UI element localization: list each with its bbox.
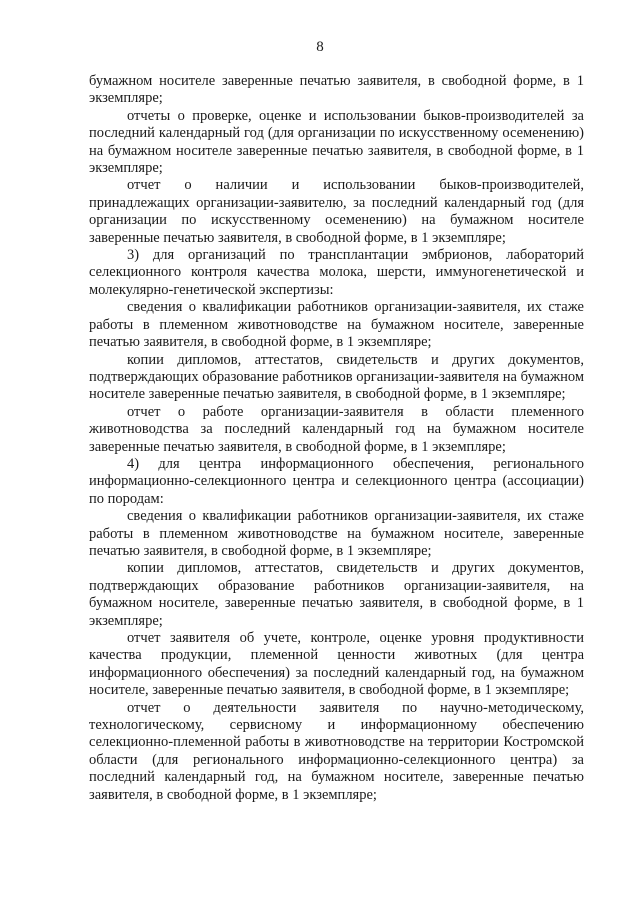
paragraph: копии дипломов, аттестатов, свидетельств и других документов, подтверждающих образование работников организации-заявителя, на бумажном носителе, заверенные печатью заявителя, в свободной форме, в 1 экземпляре;: [89, 560, 584, 629]
paragraph: отчет о работе организации-заявителя в области племенного животноводства за последний календарный год на бумажном носителе заверенные печатью заявителя, в свободной форме, в 1 экземпляре;: [89, 403, 584, 455]
paragraph: отчеты о проверке, оценке и использовании быков-производителей за последний календарный год (для организации по искусственному осеменению) на бумажном носителе заверенные печатью заявителя, в свободной форме, в 1 экземпляре;: [89, 107, 584, 177]
paragraph: отчет заявителя об учете, контроле, оценке уровня продуктивности качества продукции, племенной ценности животных (для центра информационного обеспечения) за последний календарный год, на бумажном носителе, заверенные печатью заявителя, в свободной форме, в 1 экземпляре;: [89, 630, 584, 699]
paragraph: отчет о наличии и использовании быков-производителей, принадлежащих организации-заявителю, за последний календарный год (для организации по искусственному осеменению) на бумажном носителе заверенные печатью заявителя, в свободной форме, в 1 экземпляре;: [89, 177, 584, 246]
paragraph: 3) для организаций по трансплантации эмбрионов, лабораторий селекционного контроля качества молока, шерсти, иммуногенетической и молекулярно-генетической экспертизы:: [89, 247, 584, 298]
paragraph: бумажном носителе заверенные печатью заявителя, в свободной форме, в 1 экземпляре;: [89, 73, 584, 107]
paragraph: 4) для центра информационного обеспечения, регионального информационно-селекционного центра и селекционного центра (ассоциации) по породам:: [89, 455, 584, 507]
paragraph: копии дипломов, аттестатов, свидетельств и других документов, подтверждающих образование работников организации-заявителя на бумажном носителе заверенные печатью заявителя, в свободной форме, в 1 экземпляре;: [89, 351, 584, 403]
paragraph: сведения о квалификации работников организации-заявителя, их стаже работы в племенном животноводстве на бумажном носителе, заверенные печатью заявителя, в свободной форме, в 1 экземпляре;: [89, 299, 584, 351]
document-body: [89, 73, 584, 804]
paragraph: отчет о деятельности заявителя по научно-методическому, технологическому, сервисному и информационному обеспечению селекционно-племенной работы в животноводстве на территории Костромской области (для регионального информационно-селекционного центра) за последний календарный год, на бумажном носителе, заверенные печатью заявителя, в свободной форме, в 1 экземпляре;: [89, 699, 584, 803]
paragraph: сведения о квалификации работников организации-заявителя, их стаже работы в племенном животноводстве на бумажном носителе, заверенные печатью заявителя, в свободной форме, в 1 экземпляре;: [89, 508, 584, 559]
page-number: 8: [316, 39, 324, 55]
